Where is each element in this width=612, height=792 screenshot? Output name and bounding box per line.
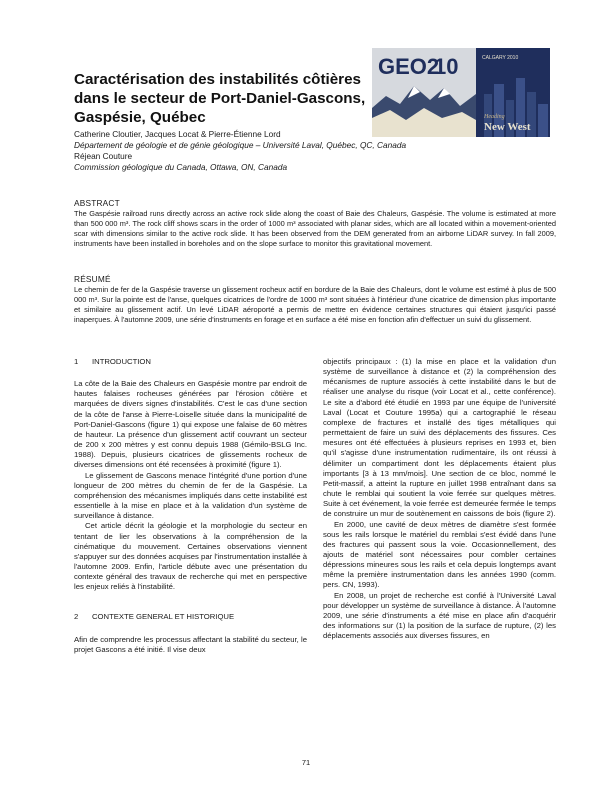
section-title: CONTEXTE GENERAL ET HISTORIQUE	[92, 612, 235, 622]
logo-slogan-top: Heading	[484, 114, 505, 120]
geo2010-logo-graphic	[372, 48, 550, 137]
context-paragraph-2: objectifs principaux : (1) la mise en place et la validation d'un système de surveillance à distance et (2) la compréhension des mécanismes de rupture associés à cette instabilité dans le but de réaliser une analyse du risque (voir Locat et al., cette conférence). Le site a d'abord été étudié en 1993 par une équipe de l'université Laval (Locat et Couture 1995a) qui a cartographié le réseau complexe de fractures et installé des tiges métalliques qui permettaient de faire un suivi des déplacements des fissures. Ces mesures ont été effectuées à plusieurs reprises en 1993 et, bien qu'il s'agisse d'une instrumentation rudimentaire, ils ont réussi à délimiter un compartiment dont les déplacements étaient plus importants [3 à 13 mm/mois]. Une section de ce bloc, nommé le Petit-massif, a atteint la rupture en juillet 1998 entraînant dans sa chute le remblai qui soutient la voie ferrée sur quelques mètres. Suite à cet événement, la voie ferrée est demeurée fermée le temps de construire un mur de soutènement en caissons de bois (figure 2).	[323, 357, 556, 519]
left-column	[74, 357, 307, 655]
logo-location: CALGARY 2010	[482, 55, 519, 61]
context-paragraph-3: En 2000, une cavité de deux mètres de diamètre s'est formée sous les rails lorsque le matériel du remblai s'est évidé dans l'une des fractures qui passent sous la voie. Occasionnellement, des ajouts de matériel sont nécessaires pour combler certaines dépressions mineures sous les rails et cela depuis longtemps avant même la première instrumentation dans les années 1990 (comm. pers. CN, 1993).	[323, 519, 556, 590]
right-column	[323, 357, 556, 641]
intro-paragraph-1: La côte de la Baie des Chaleurs en Gaspésie montre par endroit de hautes falaises rocheuses générées par l'érosion côtière et marquées de divers signes d'instabilités. C'est le cas d'une section de la côte de l'anse à Pierre-Loiselle située dans la municipalité de Port-Daniel-Gascons (figure 1) qui expose une falaise de 60 mètres de hauteur. La présence d'un glissement actif couvrant un secteur de 200 x 200 mètres y est connu depuis 1988 (Gémilo-BSLG Inc. 1988). Depuis, plusieurs cicatrices de glissements rocheux de diverses dimensions ont été recensées à proximité (figure 1).	[74, 379, 307, 470]
paper-title: Caractérisation des instabilités côtières dans le secteur de Port-Daniel-Gascons, Gaspésie, Québec	[74, 71, 366, 126]
section-title: INTRODUCTION	[92, 357, 151, 366]
section-heading-context	[74, 612, 307, 622]
affiliation-1: Département de géologie et de génie géologique – Université Laval, Québec, QC, Canada	[74, 140, 407, 150]
abstract-heading: ABSTRACT	[74, 198, 120, 208]
section-number: 1	[74, 357, 79, 366]
author-line-2: Réjean Couture	[74, 151, 133, 161]
author-line-1: Catherine Cloutier, Jacques Locat & Pierre-Étienne Lord	[74, 129, 281, 139]
author-block	[74, 129, 544, 173]
intro-paragraph-3: Cet article décrit la géologie et la morphologie du secteur en tentant de lier les observations à la compréhension de la cinématique du mouvement. Certaines observations viennent s'appuyer sur des données acquises par l'instrumentation installée à l'automne 2009. Enfin, l'article débute avec une présentation du contexte général des travaux de recherche qui met en perspective les enjeux reliés à l'instabilité.	[74, 521, 307, 592]
page-number: 71	[301, 758, 311, 767]
intro-paragraph-2: Le glissement de Gascons menace l'intégrité d'une portion d'une longueur de 200 mètres du chemin de fer de la Gaspésie. La compréhension des mécanismes impliqués dans cette instabilité est essentielle à la mise en place et à la validation d'un système de surveillance à distance.	[74, 470, 307, 521]
context-paragraph-4: En 2008, un projet de recherche est confié à l'Université Laval pour développer un système de surveillance à distance. À l'automne 2009, une série d'instruments a été mise en place afin d'acquérir des informations sur (1) la position de la surface de rupture, (2) les déplacements associés aux diverses fissures, en	[323, 590, 556, 641]
conference-logo	[372, 48, 550, 137]
affiliation-2: Commission géologique du Canada, Ottawa, ON, Canada	[74, 162, 288, 172]
logo-year-suffix: 10	[434, 54, 459, 79]
section-heading-introduction	[74, 357, 307, 367]
logo-slogan-main: New West	[484, 121, 531, 133]
section-number: 2	[74, 612, 79, 622]
logo-geo-text: GEO2	[378, 54, 440, 79]
abstract-text: The Gaspésie railroad runs directly across an active rock slide along the coast of Baie des Chaleurs, Gaspésie. The volume is estimated at more than 500 000 m³. The rock cliff shows scars in the order of 1000 m³ associated with planar sides, which are all located within a movement-oriented scar with dimensions similar to the active rock slide. It has been observed from the DEM generated from an airborne LiDAR survey. In fall 2009, instruments have been installed in boreholes and on the slope surface to monitor this gravitational movement.	[74, 209, 556, 249]
context-paragraph-1: Afin de comprendre les processus affectant la stabilité du secteur, le projet Gascons a été initié. Il vise deux	[74, 634, 307, 654]
resume-heading: RÉSUMÉ	[74, 274, 111, 284]
resume-text: Le chemin de fer de la Gaspésie traverse un glissement rocheux actif en bordure de la Baie des Chaleurs, dont le volume est estimé à plus de 500 000 m³. Sur la pointe est de l'anse, quelques cicatrices de l'ordre de 1000 m³ sont situées à l'intérieur d'une cicatrice de dimension plus importante et similaire au glissement actif. Un levé LiDAR aéroporté a permis de mettre en évidence certaines structures qui étaient jusqu'ici passé inaperçues. À l'automne 2009, une série d'instruments en forage et en surface a été mise en fonction afin d'effectuer un suivi du glissement.	[74, 285, 556, 325]
